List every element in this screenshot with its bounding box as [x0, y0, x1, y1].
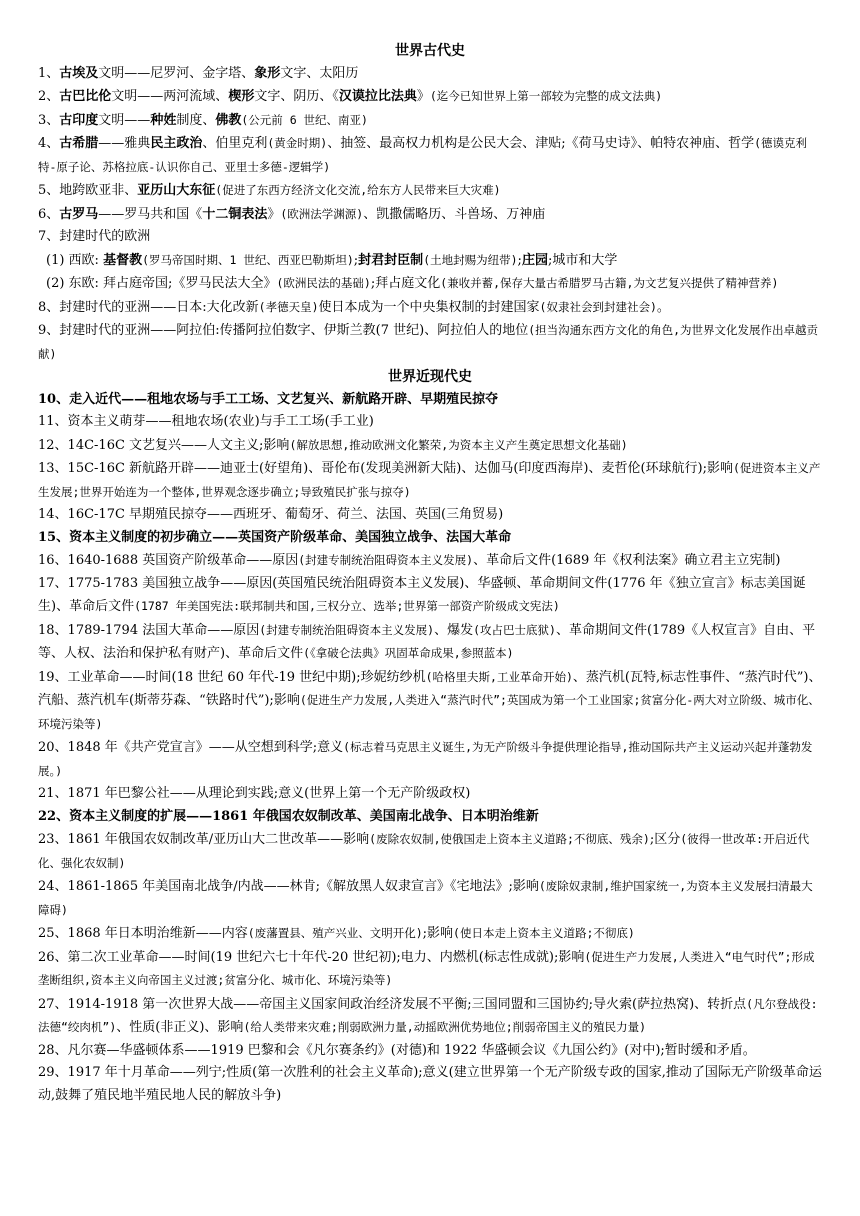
note-text: (彼得一世改革:开启近代化、强化农奴制)	[38, 832, 810, 870]
item-28	[38, 1040, 822, 1063]
note-text: (封建专制统治阻碍资本主义发展)	[298, 553, 474, 567]
text-segment: 、革命后文件(1689 年《权利法案》确立君主立宪制)	[473, 553, 781, 568]
item-4	[38, 132, 822, 179]
note-text: (封建专制统治阻碍资本主义发展)	[259, 622, 435, 637]
item-10	[38, 389, 822, 412]
note-text: (1787 年美国宪法:联邦制共和国,三权分立、选举;世界第一部资产阶级成文宪法)	[134, 599, 560, 613]
item-23	[38, 828, 822, 875]
item-26	[38, 946, 822, 993]
note-text: (解放思想,推动欧洲文化繁荣,为资本主义产生奠定思想文化基础)	[289, 437, 628, 452]
item-21	[38, 783, 822, 806]
ancient-list	[38, 63, 822, 367]
bold-text: 封君封臣制	[358, 252, 424, 268]
bold-text: 庄园	[521, 252, 548, 268]
text-segment: (1) 西欧:	[46, 252, 104, 268]
text-segment: 24、1861-1865 年美国南北战争/内战——林肯;《解放黑人奴隶宣言》《宅地法》;影响	[38, 879, 539, 894]
text-segment: 》	[416, 89, 430, 104]
text-segment: ——雅典	[98, 136, 151, 151]
text-segment: 、伯里克利	[202, 136, 268, 151]
note-text: (孝德天皇)	[258, 299, 319, 314]
bold-text: 15、资本主义制度的初步确立——英国资产阶级革命、美国独立战争、法国大革命	[38, 529, 512, 545]
note-text: (罗马帝国时期、1 世纪、西亚巴勒斯坦)	[142, 252, 354, 267]
item-25	[38, 922, 822, 946]
text-segment: 28、凡尔赛—华盛顿体系——1919 巴黎和会《凡尔赛条约》(对德)和 1922 华盛顿会议《九国公约》(对中);暂时缓和矛盾。	[38, 1042, 756, 1058]
item-27	[38, 993, 822, 1040]
item-17	[38, 573, 822, 619]
note-text: (促进生产力发展,人类进入“电气时代”;形成垄断组织,资本主义向帝国主义过渡;贫富分化、城市化、环境污染等)	[38, 949, 815, 987]
text-segment: 制度、	[176, 112, 216, 128]
item-2	[38, 85, 822, 109]
item-7-2	[38, 272, 822, 296]
note-text: (给人类带来灾难;削弱欧洲力量,动摇欧洲优势地位;削弱帝国主义的殖民力量)	[243, 1020, 647, 1034]
text-segment: ;城市和大学	[547, 252, 618, 268]
text-segment: ;影响	[422, 926, 454, 941]
bold-text: 古印度	[59, 112, 99, 128]
item-12	[38, 434, 822, 458]
bold-text: 民主政治	[150, 136, 203, 151]
item-3	[38, 109, 822, 133]
note-text: (攻占巴士底狱)	[473, 622, 556, 637]
item-7	[38, 226, 822, 249]
item-11	[38, 411, 822, 434]
text-segment: 》	[267, 206, 281, 222]
text-segment: 11、资本主义萌芽——租地农场(农业)与手工工场(手工业)	[38, 414, 374, 429]
item-9	[38, 319, 822, 366]
section-title-ancient: 世界古代史	[395, 43, 465, 59]
item-20	[38, 736, 822, 783]
text-segment: 9、封建时代的亚洲——阿拉伯:传播阿拉伯数字、伊斯兰教(7 世纪)、阿拉伯人的地位	[38, 323, 529, 338]
text-segment: 、爆发	[434, 622, 474, 638]
text-segment: 25、1868 年日本明治维新——内容	[38, 926, 248, 941]
note-text: (德谟克利特-原子论、苏格拉底-认识你自己、亚里士多德-逻辑学)	[38, 136, 808, 174]
note-text: (废除奴隶制,维护国家统一,为资本主义发展扫清最大障碍)	[38, 879, 813, 917]
text-segment: 16、1640-1688 英国资产阶级革命——原因	[38, 553, 299, 568]
note-text: (促进了东西方经济文化交流,给东方人民带来巨大灾难)	[215, 183, 501, 197]
text-segment: 17、1775-1783 美国独立战争——原因(英国殖民统治阻碍资本主义发展)、华盛顿、革命期间文件(1776 年《独立宣言》标志美国诞生)、革命后文件	[38, 575, 806, 614]
bold-text: 种姓	[150, 112, 177, 128]
note-text: (促进生产力发展,人类进入“蒸汽时代”;英国成为第一个工业国家;贫富分化-两大对立阶级、城市化、环境污染等)	[38, 693, 820, 731]
item-22	[38, 806, 822, 829]
text-segment: ——罗马共和国《	[98, 206, 203, 222]
text-segment: 。	[656, 299, 670, 315]
note-text: (欧洲民法的基础)	[276, 276, 371, 290]
text-segment: 7、封建时代的欧洲	[38, 229, 151, 244]
note-text: (奴隶社会到封建社会)	[539, 299, 657, 314]
modern-list	[38, 389, 822, 1108]
note-text: (兼收并蓄,保存大量古希腊罗马古籍,为文艺复兴提供了精神营养)	[440, 276, 779, 290]
text-segment: 26、第二次工业革命——时间(19 世纪六七十年代-20 世纪初);电力、内燃机(标志性成就);影响	[38, 949, 585, 965]
note-text: (欧洲法学渊源)	[280, 206, 364, 221]
text-segment: 、凯撒儒略历、斗兽场、万神庙	[363, 206, 546, 222]
text-segment: 2、	[38, 89, 60, 104]
bold-text: 象形	[254, 65, 281, 81]
bold-text: 十二铜表法	[202, 206, 268, 222]
bold-text: 古埃及	[59, 65, 99, 81]
text-segment: 20、1848 年《共产党宣言》——从空想到科学;意义	[38, 740, 344, 755]
note-text: (迄今已知世界上第一部较为完整的成文法典)	[429, 89, 663, 103]
item-15	[38, 527, 822, 550]
item-7-1	[38, 249, 822, 273]
item-16	[38, 549, 822, 573]
item-5	[38, 179, 822, 203]
note-text: (标志着马克思主义诞生,为无产阶级斗争提供理论指导,推动国际共产主义运动兴起并蓬勃发展。)	[38, 740, 813, 778]
item-19	[38, 666, 822, 737]
bold-text: 亚历山大东征	[137, 183, 216, 198]
text-segment: 23、1861 年俄国农奴制改革/亚历山大二世改革——影响	[38, 832, 370, 847]
text-segment: 14、16C-17C 早期殖民掠夺——西班牙、葡萄牙、荷兰、法国、英国(三角贸易)	[38, 507, 504, 522]
text-segment: 8、封建时代的亚洲——日本:大化改新	[38, 299, 259, 315]
note-text: (《拿破仑法典》巩固革命成果,参照蓝本)	[303, 646, 514, 660]
text-segment: 1、	[38, 65, 60, 81]
note-text: (废除农奴制,使俄国走上资本主义道路;不彻底、残余)	[369, 832, 650, 846]
text-segment: 27、1914-1918 第一次世界大战——帝国主义国家间政治经济发展不平衡;三国同盟和三国协约;导火索(萨拉热窝)、转折点	[38, 996, 747, 1012]
note-text: (土地封赐为纽带)	[423, 252, 518, 267]
text-segment: 文字、太阳历	[280, 65, 359, 81]
note-text: (哈格里夫斯,工业革命开始)	[425, 669, 573, 684]
item-13	[38, 457, 822, 504]
text-segment: 文明——尼罗河、金字塔、	[98, 65, 255, 81]
note-text: (废藩置县、殖产兴业、文明开化)	[247, 926, 423, 940]
note-text: (黄金时期)	[267, 136, 328, 150]
bold-text: 22、资本主义制度的扩展——1861 年俄国农奴制改革、美国南北战争、日本明治维新	[38, 808, 539, 824]
item-18	[38, 619, 822, 666]
item-24	[38, 875, 822, 922]
text-segment: 29、1917 年十月革命——列宁;性质(第一次胜利的社会主义革命);意义(建立世界第一个无产阶级专政的国家,推动了国际无产阶级革命运动,鼓舞了殖民地半殖民地人民的解放斗争)	[38, 1065, 822, 1103]
text-segment: 21、1871 年巴黎公社——从理论到实践;意义(世界上第一个无产阶级政权)	[38, 786, 471, 801]
text-segment: 4、	[38, 136, 60, 151]
section-title-modern: 世界近现代史	[388, 369, 472, 385]
text-segment: ;	[353, 252, 359, 268]
note-text: (凡尔登战役:法德“绞肉机”)	[38, 996, 818, 1034]
text-segment: 12、14C-16C 文艺复兴——人文主义;影响	[38, 437, 290, 453]
note-text: (使日本走上资本主义道路;不彻底)	[453, 926, 635, 940]
text-segment: 、抽签、最高权力机构是公民大会、津贴;《荷马史诗》、帕特农神庙、哲学	[327, 136, 755, 151]
bold-text: 基督教	[103, 252, 143, 268]
bold-text: 古希腊	[59, 136, 99, 151]
text-segment: 文明——	[98, 112, 151, 128]
note-text: (担当沟通东西方文化的角色,为世界文化发展作出卓越贡献)	[38, 323, 819, 361]
text-segment: 3、	[38, 112, 60, 128]
note-text: (公元前 6 世纪、南亚)	[241, 112, 368, 127]
bold-text: 古巴比伦	[59, 89, 112, 104]
bold-text: 10、走入近代——租地农场与手工工场、文艺复兴、新航路开辟、早期殖民掠夺	[38, 391, 499, 407]
text-segment: 6、	[38, 206, 60, 222]
text-segment: (2) 东欧: 拜占庭帝国;《罗马民法大全》	[46, 276, 277, 291]
note-text: (促进资本主义产生发展;世界开始连为一个整体,世界观念逐步确立;导致殖民扩张与掠夺)	[38, 461, 821, 499]
item-6	[38, 203, 822, 227]
bold-text: 汉谟拉比法典	[338, 89, 417, 104]
text-segment: ;	[517, 252, 522, 268]
text-segment: 使日本成为一个中央集权制的封建国家	[318, 299, 540, 315]
text-segment: ;拜占庭文化	[370, 276, 441, 291]
text-segment: ;区分	[649, 832, 681, 847]
bold-text: 古罗马	[59, 206, 99, 222]
text-segment: 13、15C-16C 新航路开辟——迪亚士(好望角)、哥伦布(发现美洲新大陆)、达伽马(印度西海岸)、麦哲伦(环球航行);影响	[38, 461, 733, 476]
text-segment: 文明——两河流域、	[111, 89, 229, 104]
item-14	[38, 504, 822, 527]
text-segment: 18、1789-1794 法国大革命——原因	[38, 622, 260, 638]
text-segment: 19、工业革命——时间(18 世纪 60 年代-19 世纪中期);珍妮纺纱机	[38, 669, 426, 685]
item-29	[38, 1062, 822, 1107]
item-1	[38, 63, 822, 86]
text-segment: 、蒸汽机(瓦特,标志性事件、“蒸汽时代”)、汽船、蒸汽机车(斯蒂芬森、“铁路时代”);影响	[38, 669, 822, 708]
text-segment: 文字、阴历、《	[254, 89, 339, 104]
text-segment: 、性质(非正义)、影响	[116, 1020, 244, 1035]
item-8	[38, 296, 822, 320]
bold-text: 楔形	[228, 89, 255, 104]
text-segment: 、革命期间文件(1789《人权宣言》自由、平等、人权、法治和保护私有财产)、革命后文件	[38, 622, 816, 661]
bold-text: 佛教	[215, 112, 242, 128]
text-segment: 5、地跨欧亚非、	[38, 183, 138, 198]
